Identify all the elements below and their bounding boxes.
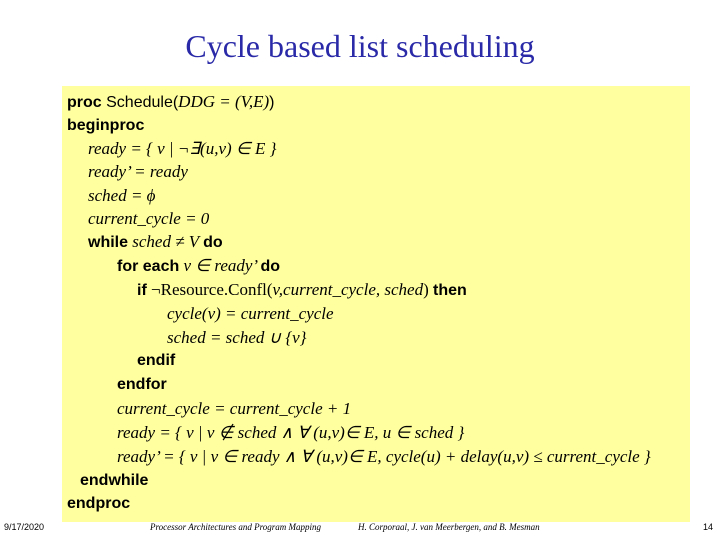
code-line-endfor: endfor	[117, 376, 167, 393]
proc-arg: DDG = (V,E)	[178, 92, 270, 111]
footer-course: Processor Architectures and Program Mapping	[150, 522, 321, 532]
keyword-do: do	[203, 234, 223, 251]
code-line-cycle-assign: cycle(v) = current_cycle	[167, 304, 334, 323]
code-line-endwhile: endwhile	[80, 472, 149, 489]
code-line-for-each	[117, 255, 280, 278]
code-line-cycle-init: current_cycle = 0	[88, 209, 210, 228]
keyword-proc: proc	[67, 94, 102, 111]
footer-authors: H. Corporaal, J. van Meerbergen, and B. Mesman	[358, 522, 540, 532]
footer-date: 9/17/2020	[4, 522, 45, 532]
if-arguments: v,current_cycle, sched	[272, 280, 424, 299]
code-line-ready-init: ready = { v | ¬∃(u,v) ∈ E }	[88, 139, 277, 158]
code-line-beginproc: beginproc	[67, 117, 145, 134]
keyword-if: if	[137, 282, 147, 299]
code-line-sched-init: sched = ϕ	[88, 186, 156, 205]
code-line-endif: endif	[137, 352, 176, 369]
keyword-then: then	[433, 282, 467, 299]
if-close: )	[423, 280, 433, 299]
proc-name: Schedule(	[101, 94, 179, 111]
code-line-proc	[67, 91, 274, 114]
keyword-for-each: for each	[117, 258, 180, 275]
keyword-while: while	[88, 234, 129, 251]
proc-close: )	[269, 94, 275, 111]
slide-title: Cycle based list scheduling	[185, 28, 535, 64]
footer-page-number: 14	[703, 522, 714, 532]
code-line-ready-update: ready = { v | v ∉ sched ∧ ∀ (u,v)∈ E, u ∈ sched }	[117, 423, 465, 442]
code-line-ready-prime-update: ready’ = { v | v ∈ ready ∧ ∀ (u,v)∈ E, cycle(u) + delay(u,v) ≤ current_cycle }	[117, 447, 651, 466]
if-negation: ¬	[146, 280, 161, 299]
while-condition: sched ≠ V	[128, 232, 204, 251]
keyword-do: do	[260, 258, 281, 275]
code-line-while	[88, 231, 223, 254]
code-line-endproc: endproc	[67, 495, 131, 512]
code-line-cycle-increment: current_cycle = current_cycle + 1	[117, 399, 352, 418]
code-line-sched-assign: sched = sched ∪ {v}	[167, 328, 307, 347]
code-line-if	[137, 279, 467, 302]
for-each-condition: v ∈ ready’	[179, 256, 261, 275]
code-line-ready-prime-init: ready’ = ready	[88, 162, 188, 181]
if-function: Resource.Confl(	[160, 280, 273, 299]
